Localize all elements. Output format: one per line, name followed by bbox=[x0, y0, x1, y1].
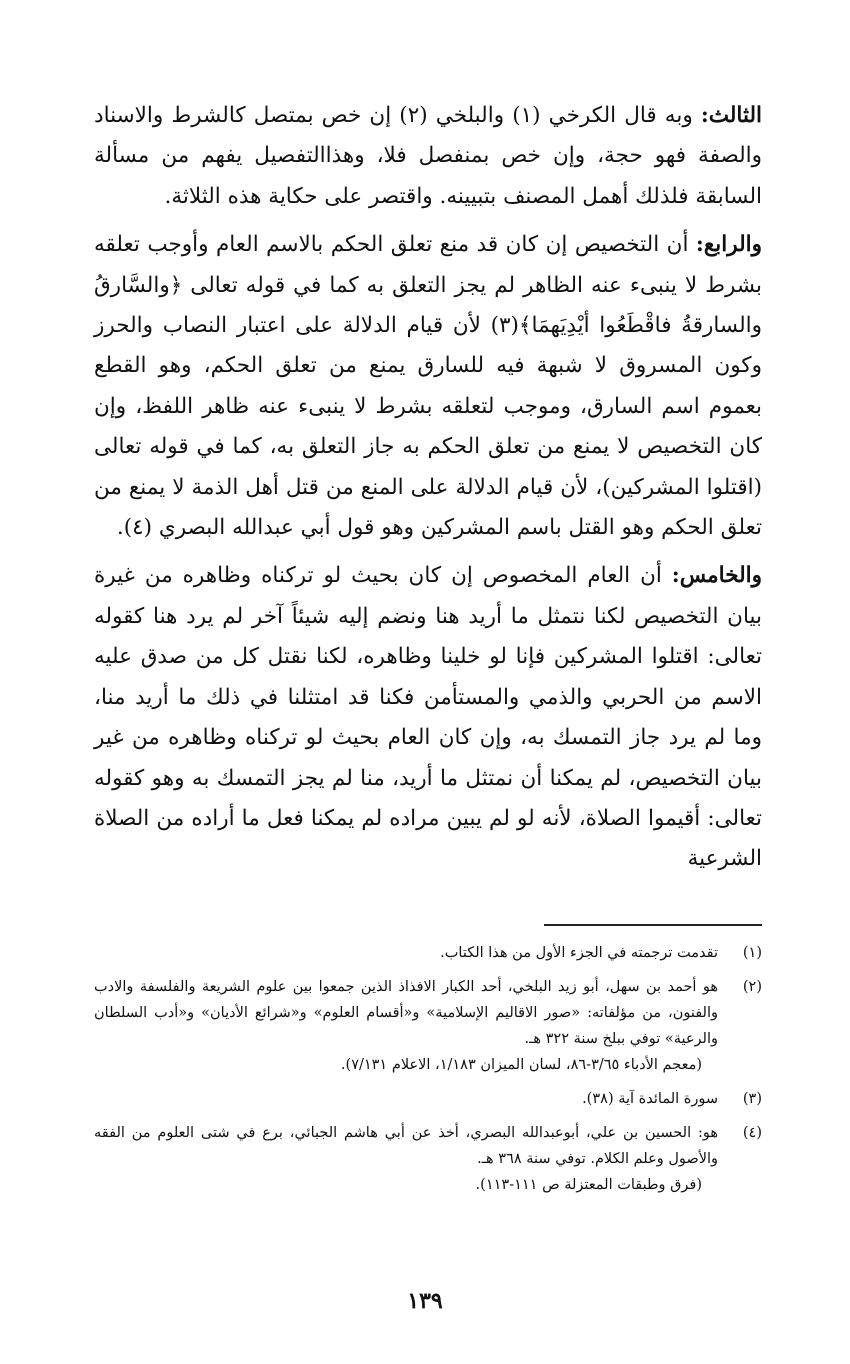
page-number: ١٣٩ bbox=[407, 1288, 443, 1314]
footnotes bbox=[94, 940, 762, 1198]
paragraph-fifth bbox=[94, 556, 762, 879]
footnote-body bbox=[94, 1120, 718, 1198]
page-body bbox=[94, 96, 762, 1198]
paragraph-lead: والرابع: bbox=[695, 232, 762, 258]
paragraph-text: أن العام المخصوص إن كان بحيث لو تركناه وظاهره من غيرة بيان التخصيص لكنا نتمثل ما أريد هنا ونضم إليه شيئاً آخر لم يرد هنا كقوله تعالى: اقتلوا المشركين فإنا لو خلينا وظاهره، لكنا نقتل كل من صدق عليه الاسم من الحربي والذمي والمستأمن فكنا قد امتثلنا في ذلك ما أريد منا، وما لم يرد جاز التمسك به، وإن كان العام بحيث لو تركناه وظاهره من غير بيان التخصيص، لم يمكنا أن نمتثل ما أريد، منا لم يجز التمسك به وهو كقوله تعالى: أقيموا الصلاة، لأنه لو لم يبين مراده لم يمكنا فعل ما أراده من الصلاة الشرعية bbox=[94, 563, 762, 872]
footnote-body bbox=[94, 940, 718, 966]
footnote-text: سورة المائدة آية (٣٨). bbox=[582, 1090, 718, 1107]
footnote-text: هو: الحسين بن علي، أبوعبدالله البصري، أخذ عن أبي هاشم الجبائي، برع في شتى العلوم من الفقه والأصول وعلم الكلام. توفي سنة ٣٦٨ هـ. bbox=[94, 1124, 718, 1167]
paragraph-text: أن التخصيص إن كان قد منع تعلق الحكم بالاسم العام وأوجب تعلقه بشرط لا ينبىء عنه الظاهر لم يجز التعلق به كما في قوله تعالى ﴿والسَّارقُ والسارقةُ فاقْطَعُوا أيْدِيَهمَا﴾(٣) لأن قيام الدلالة على اعتبار النصاب والحرز وكون المسروق لا شبهة فيه للسارق يمنع من تعلق الحكم، وهو القطع بعموم اسم السارق، وموجب لتعلقه بشرط لا ينبىء عنه ظاهر اللفظ، وإن كان التخصيص لا يمنع من تعلق الحكم به جاز التعلق به، كما في قوله تعالى (اقتلوا المشركين)، لأن قيام الدلالة على المنع من قتل أهل الذمة لا يمنع من تعلق الحكم وهو القتل باسم المشركين وهو قول أبي عبدالله البصري (٤). bbox=[94, 232, 762, 541]
footnote-2 bbox=[94, 974, 762, 1078]
paragraph-text: وبه قال الكرخي (١) والبلخي (٢) إن خص بمتصل كالشرط والاسناد والصفة فهو حجة، وإن خص بمنفصل فلا، وهذاالتفصيل يفهم من مسألة السابقة فلذلك أهمل المصنف بتبيينه. واقتصر على حكاية هذه الثلاثة. bbox=[94, 103, 762, 209]
footnote-text: تقدمت ترجمته في الجزء الأول من هذا الكتاب. bbox=[440, 944, 718, 961]
footnote-4 bbox=[94, 1120, 762, 1198]
footnote-divider bbox=[544, 924, 762, 926]
paragraph-lead: الثالث: bbox=[700, 103, 762, 128]
footnote-number: (١) bbox=[742, 944, 762, 961]
footnote-number: (٣) bbox=[742, 1090, 762, 1107]
footnote-number: (٢) bbox=[742, 978, 762, 995]
paragraph-fourth bbox=[94, 225, 762, 548]
footnote-body bbox=[94, 1086, 718, 1112]
footnote-1 bbox=[94, 940, 762, 966]
footnote-reference: (فرق وطبقات المعتزلة ص ١١١-١١٣). bbox=[475, 1176, 702, 1193]
footnote-body bbox=[94, 974, 718, 1078]
paragraph-lead: والخامس: bbox=[671, 563, 762, 589]
footnote-text: هو أحمد بن سهل، أبو زيد البلخي، أحد الكبار الافذاذ الذين جمعوا بين علوم الشريعة والفلسفة والادب والفنون، من مؤلفاته: «صور الاقاليم الإسلامية» و«أقسام العلوم» و«شرائع الأديان» و«أدب السلطان والرعية» توفي ببلخ سنة ٣٢٢ هـ. bbox=[94, 978, 718, 1047]
footnote-number: (٤) bbox=[742, 1124, 762, 1141]
paragraph-third bbox=[94, 96, 762, 217]
footnote-3 bbox=[94, 1086, 762, 1112]
footnote-reference: (معجم الأدباء ٣/٦٥-٨٦، لسان الميزان ١/١٨٣، الاعلام ٧/١٣١). bbox=[340, 1056, 702, 1073]
